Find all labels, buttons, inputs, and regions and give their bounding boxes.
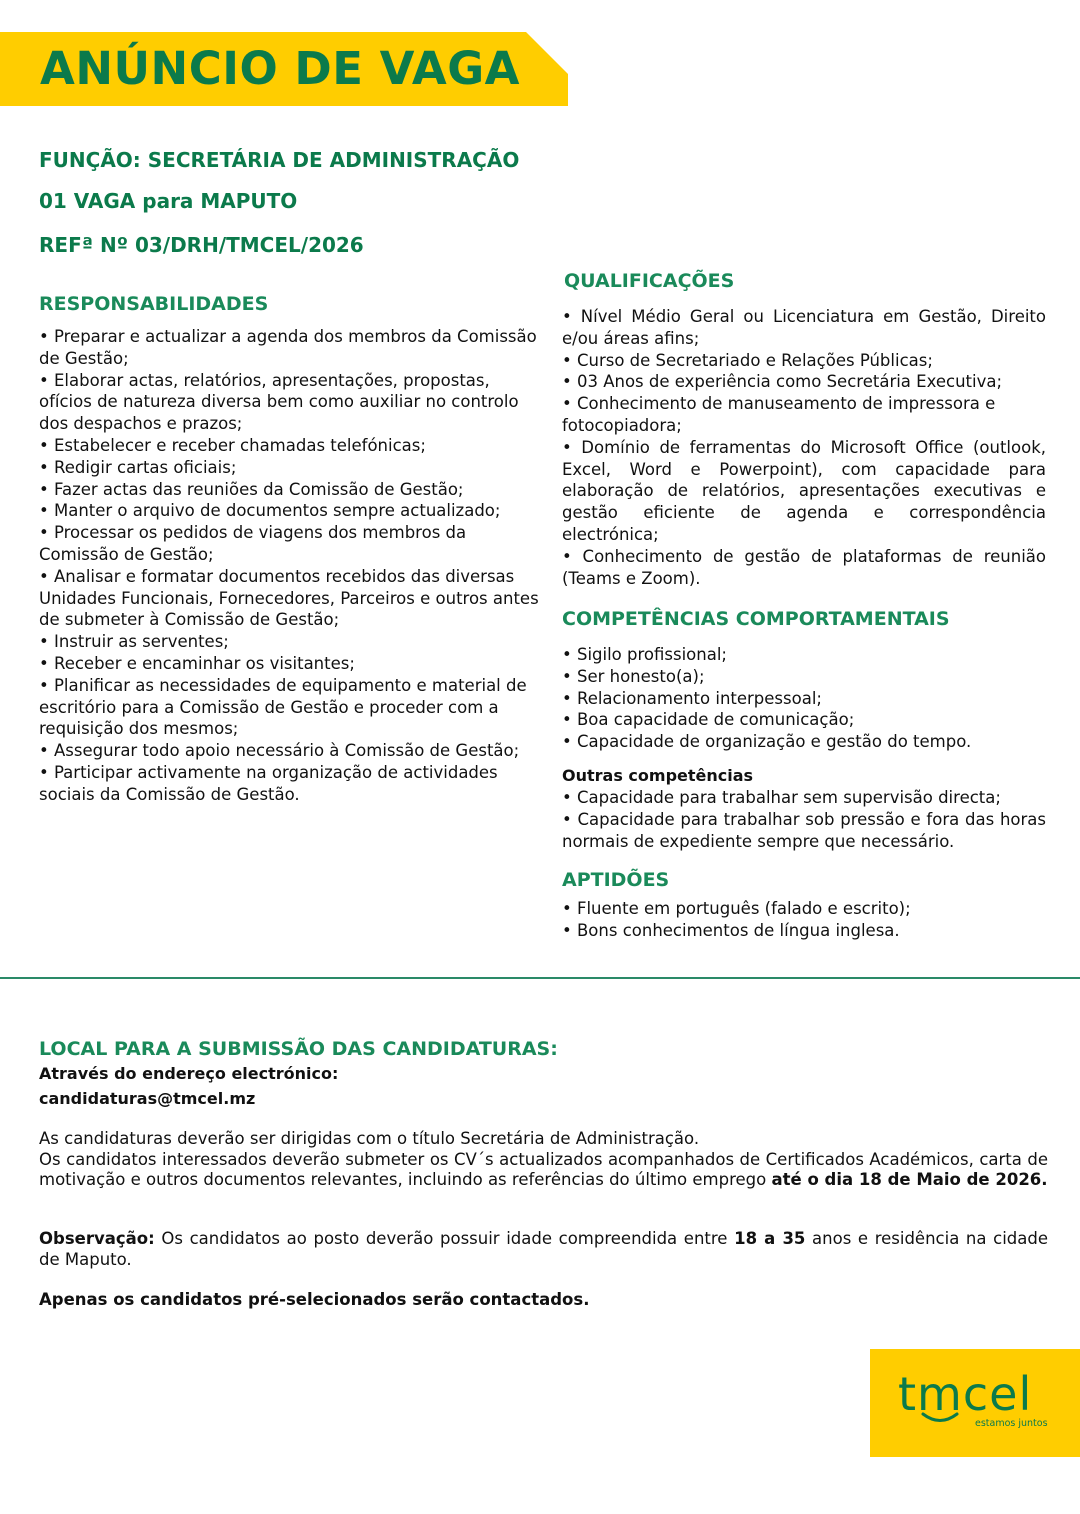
list-item: • Analisar e formatar documentos recebidos das diversas Unidades Funcionais, Fornecedores, Parceiros e outros antes de submeter à Comissão de Gestão; [39,566,539,630]
aptitudes-title: APTIDÕES [562,869,670,891]
instructions-paragraph [39,1129,1048,1191]
list-item: • Estabelecer e receber chamadas telefónicas; [39,435,426,455]
list-item: • Capacidade para trabalhar sem supervisão directa; [562,788,1001,807]
list-item: • Conhecimento de manuseamento de impressora e fotocopiadora; [562,394,996,435]
instructions-line: As candidaturas deverão ser dirigidas com o título Secretária de Administração. [39,1129,700,1148]
responsibilities-title: RESPONSABILIDADES [39,293,269,315]
list-item: • Fazer actas das reuniões da Comissão de Gestão; [39,479,464,499]
responsibilities-list [39,326,539,806]
instructions-text [39,1150,1048,1191]
list-item: • Instruir as serventes; [39,632,229,652]
qualifications-list [562,306,1046,589]
qualifications-title: QUALIFICAÇÕES [564,270,735,292]
list-item: • Planificar as necessidades de equipamento e material de escritório para a Comissão de Gestão e proceder com a requisição dos mesmos; [39,675,527,739]
observation-text: Os candidatos ao posto deverão possuir idade compreendida entre [154,1229,735,1248]
list-item: • Fluente em português (falado e escrito); [562,899,911,918]
final-note: Apenas os candidatos pré-selecionados serão contactados. [39,1290,590,1309]
list-item: • Ser honesto(a); [562,666,705,686]
list-item: • Relacionamento interpessoal; [562,688,822,708]
list-item: • Capacidade para trabalhar sob pressão e fora das horas normais de expediente sempre que necessário. [562,809,1046,851]
competencies-list [562,644,1046,753]
page-title: ANÚNCIO DE VAGA [40,42,520,95]
list-item: • Processar os pedidos de viagens dos membros da Comissão de Gestão; [39,523,467,564]
section-divider [0,977,1080,979]
reference-number: REFª Nº 03/DRH/TMCEL/2026 [39,233,364,257]
vacancy-count: 01 VAGA para MAPUTO [39,189,298,213]
list-item: • Nível Médio Geral ou Licenciatura em Gestão, Direito e/ou áreas afins; [562,307,1046,348]
tmcel-logo [870,1349,1080,1457]
list-item: • Manter o arquivo de documentos sempre actualizado; [39,501,501,521]
list-item: • Elaborar actas, relatórios, apresentações, propostas, ofícios de natureza diversa bem como auxiliar no controlo dos despachos e prazos; [39,370,519,434]
title-banner [0,32,568,106]
observation-paragraph [39,1229,1048,1270]
list-item: • Curso de Secretariado e Relações Públicas; [562,350,933,370]
list-item: • 03 Anos de experiência como Secretária Executiva; [562,372,1003,392]
list-item: • Domínio de ferramentas do Microsoft Office (outlook, Excel, Word e Powerpoint), com capacidade para elaboração de relatórios, apresentações executivas e gestão eficiente de agenda e correspondência electrónica; [562,437,1046,544]
brand-wordmark: tmcel [898,1367,1033,1421]
deadline: até o dia 18 de Maio de 2026. [771,1170,1048,1189]
smile-icon [920,1411,960,1425]
list-item: • Boa capacidade de comunicação; [562,710,855,730]
observation-label: Observação: [39,1229,155,1248]
age-range: 18 a 35 [734,1229,806,1248]
list-item: • Sigilo profissional; [562,645,727,664]
submission-email[interactable]: candidaturas@tmcel.mz [39,1089,256,1108]
submission-title: LOCAL PARA A SUBMISSÃO DAS CANDIDATURAS: [39,1038,558,1060]
other-competencies-title: Outras competências [562,766,754,785]
list-item: • Capacidade de organização e gestão do tempo. [562,732,972,752]
list-item: • Participar activamente na organização de actividades sociais da Comissão de Gestão. [39,762,498,804]
aptitudes-list [562,898,1046,942]
submission-via: Através do endereço electrónico: [39,1064,339,1083]
competencies-title: COMPETÊNCIAS COMPORTAMENTAIS [562,608,950,630]
list-item: • Conhecimento de gestão de plataformas de reunião (Teams e Zoom). [562,546,1046,588]
observation-text-end: anos e residência na cidade de Maputo. [39,1229,1048,1269]
other-competencies-list [562,787,1046,852]
list-item: • Bons conhecimentos de língua inglesa. [562,920,900,940]
list-item: • Receber e encaminhar os visitantes; [39,653,355,673]
job-function: FUNÇÃO: SECRETÁRIA DE ADMINISTRAÇÃO [39,148,520,172]
list-item: • Redigir cartas oficiais; [39,457,237,477]
list-item: • Assegurar todo apoio necessário à Comissão de Gestão; [39,741,520,761]
instructions-body: Os candidatos interessados deverão submeter os CV´s actualizados acompanhados de Certificados Académicos, carta de motivação e outros documentos relevantes, incluindo as referências do último emprego [39,1149,1048,1189]
brand-tagline: estamos juntos [975,1418,1048,1429]
list-item: • Preparar e actualizar a agenda dos membros da Comissão de Gestão; [39,327,537,368]
